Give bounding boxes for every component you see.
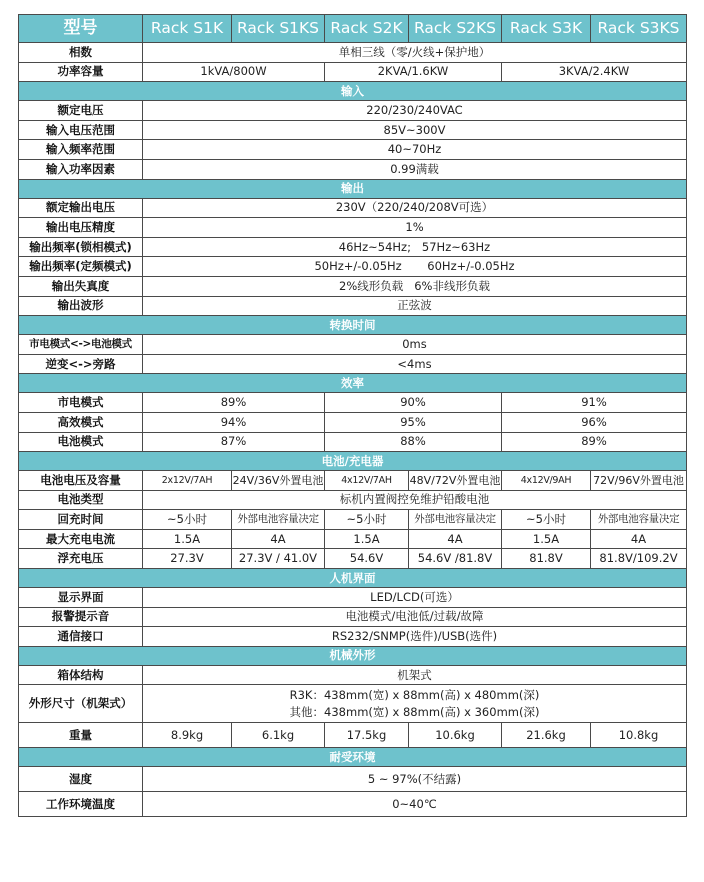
row-value: 3KVA/2.4KW [502, 62, 687, 82]
table-row [19, 767, 687, 792]
row-value: 6.1kg [232, 723, 325, 748]
row-value: RS232/SNMP(选件)/USB(选件) [143, 627, 687, 647]
row-value: 2%线形负载 6%非线形负载 [143, 276, 687, 296]
row-value: 96% [502, 412, 687, 432]
row-value: 单相三线（零/火线+保护地） [143, 43, 687, 63]
row-value: 46Hz~54Hz; 57Hz~63Hz [143, 237, 687, 257]
table-row [19, 276, 687, 296]
row-value: 85V~300V [143, 120, 687, 140]
row-value: 50Hz+/-0.05Hz 60Hz+/-0.05Hz [143, 257, 687, 277]
row-label: 湿度 [19, 767, 143, 792]
row-label: 功率容量 [19, 62, 143, 82]
row-value: 4x12V/7AH [325, 471, 409, 491]
section-title: 人机界面 [19, 569, 687, 588]
row-label: 重量 [19, 723, 143, 748]
row-value: ~5小时 [325, 510, 409, 530]
table-row [19, 218, 687, 238]
row-label: 输出波形 [19, 296, 143, 316]
row-value: 10.8kg [591, 723, 687, 748]
row-value: 4A [591, 529, 687, 549]
row-label: 逆变<->旁路 [19, 354, 143, 374]
row-label: 最大充电电流 [19, 529, 143, 549]
row-value: 8.9kg [143, 723, 232, 748]
section-header-environment [19, 748, 687, 767]
section-header-output [19, 179, 687, 198]
row-label: 工作环境温度 [19, 792, 143, 817]
recharge-row [19, 510, 687, 530]
row-value: 48V/72V外置电池 [409, 471, 502, 491]
row-value: 40~70Hz [143, 140, 687, 160]
row-value: <4ms [143, 354, 687, 374]
dimension-row [19, 685, 687, 723]
table-row [19, 140, 687, 160]
row-value: 2x12V/7AH [143, 471, 232, 491]
row-value: 10.6kg [409, 723, 502, 748]
row-value: 89% [143, 393, 325, 413]
row-value: 0ms [143, 335, 687, 355]
row-label: 输入功率因素 [19, 159, 143, 179]
section-title: 转换时间 [19, 316, 687, 335]
row-value: 1.5A [143, 529, 232, 549]
row-label: 输出电压精度 [19, 218, 143, 238]
row-label: 外形尺寸（机架式） [19, 685, 143, 723]
row-label: 输出频率(定频模式) [19, 257, 143, 277]
row-value: 外部电池容量决定 [591, 510, 687, 530]
section-header-transfer [19, 316, 687, 335]
table-row [19, 627, 687, 647]
row-value: 81.8V/109.2V [591, 549, 687, 569]
spec-table [18, 14, 687, 817]
row-value: 220/230/240VAC [143, 101, 687, 121]
model-name: Rack S2KS [409, 15, 502, 43]
row-value: 87% [143, 432, 325, 452]
dimension-line: R3K：438mm(宽) x 88mm(高) x 480mm(深) [289, 687, 540, 702]
dimension-line: 其他：438mm(宽) x 88mm(高) x 360mm(深) [289, 704, 540, 719]
charge-current-row [19, 529, 687, 549]
section-title: 耐受环境 [19, 748, 687, 767]
row-value: 17.5kg [325, 723, 409, 748]
battery-type-row [19, 490, 687, 510]
row-value: 1.5A [325, 529, 409, 549]
model-header-row [19, 15, 687, 43]
row-label: 输入频率范围 [19, 140, 143, 160]
row-label: 箱体结构 [19, 665, 143, 685]
model-name: Rack S3K [502, 15, 591, 43]
table-row [19, 792, 687, 817]
phase-row [19, 43, 687, 63]
row-value: 54.6V [325, 549, 409, 569]
table-row [19, 120, 687, 140]
row-value: 91% [502, 393, 687, 413]
table-row [19, 198, 687, 218]
section-header-efficiency [19, 374, 687, 393]
row-value: 外部电池容量决定 [409, 510, 502, 530]
row-value: 95% [325, 412, 502, 432]
row-label: 市电模式 [19, 393, 143, 413]
section-title: 机械外形 [19, 646, 687, 665]
section-header-battery [19, 452, 687, 471]
row-value: 0~40℃ [143, 792, 687, 817]
row-label: 回充时间 [19, 510, 143, 530]
table-row [19, 607, 687, 627]
section-title: 电池/充电器 [19, 452, 687, 471]
row-label: 相数 [19, 43, 143, 63]
table-row [19, 588, 687, 608]
row-label: 浮充电压 [19, 549, 143, 569]
row-value: 正弦波 [143, 296, 687, 316]
section-title: 输入 [19, 82, 687, 101]
row-value: 21.6kg [502, 723, 591, 748]
section-header-hmi [19, 569, 687, 588]
row-label: 报警提示音 [19, 607, 143, 627]
row-label: 电池电压及容量 [19, 471, 143, 491]
weight-row [19, 723, 687, 748]
row-value: 90% [325, 393, 502, 413]
row-value: 72V/96V外置电池 [591, 471, 687, 491]
model-name: Rack S2K [325, 15, 409, 43]
row-label: 显示界面 [19, 588, 143, 608]
spec-sheet [18, 14, 686, 817]
row-label: 电池模式 [19, 432, 143, 452]
row-value: 88% [325, 432, 502, 452]
row-value: 0.99满载 [143, 159, 687, 179]
table-row [19, 159, 687, 179]
section-title: 效率 [19, 374, 687, 393]
row-label: 高效模式 [19, 412, 143, 432]
row-value: LED/LCD(可选） [143, 588, 687, 608]
row-value: 81.8V [502, 549, 591, 569]
section-header-mechanical [19, 646, 687, 665]
row-label: 电池类型 [19, 490, 143, 510]
table-row [19, 296, 687, 316]
row-value: 电池模式/电池低/过载/故障 [143, 607, 687, 627]
table-row [19, 432, 687, 452]
float-voltage-row [19, 549, 687, 569]
section-header-input [19, 82, 687, 101]
table-row [19, 354, 687, 374]
section-title: 输出 [19, 179, 687, 198]
table-row [19, 335, 687, 355]
model-name: Rack S3KS [591, 15, 687, 43]
row-value: 24V/36V外置电池 [232, 471, 325, 491]
row-value: 4x12V/9AH [502, 471, 591, 491]
row-label: 输出失真度 [19, 276, 143, 296]
table-row [19, 237, 687, 257]
row-label: 额定输出电压 [19, 198, 143, 218]
row-label: 通信接口 [19, 627, 143, 647]
row-value: ~5小时 [502, 510, 591, 530]
row-value: 94% [143, 412, 325, 432]
row-value: 89% [502, 432, 687, 452]
model-name: Rack S1K [143, 15, 232, 43]
row-value: 机架式 [143, 665, 687, 685]
dimension-values [143, 685, 687, 723]
table-row [19, 412, 687, 432]
capacity-row [19, 62, 687, 82]
row-value: 230V（220/240/208V可选） [143, 198, 687, 218]
row-value: 1kVA/800W [143, 62, 325, 82]
structure-row [19, 665, 687, 685]
battery-voltage-row [19, 471, 687, 491]
row-value: 4A [409, 529, 502, 549]
row-label: 额定电压 [19, 101, 143, 121]
row-label: 输出频率(锁相模式) [19, 237, 143, 257]
row-label: 输入电压范围 [19, 120, 143, 140]
row-value: 1% [143, 218, 687, 238]
model-name: Rack S1KS [232, 15, 325, 43]
model-label: 型号 [19, 15, 143, 43]
table-row [19, 393, 687, 413]
row-value: 2KVA/1.6KW [325, 62, 502, 82]
row-value: 54.6V /81.8V [409, 549, 502, 569]
table-row [19, 101, 687, 121]
row-value: 4A [232, 529, 325, 549]
row-label: 市电模式<->电池模式 [19, 335, 143, 355]
row-value: 标机内置阀控免维护铅酸电池 [143, 490, 687, 510]
row-value: 27.3V / 41.0V [232, 549, 325, 569]
row-value: 5 ~ 97%(不结露) [143, 767, 687, 792]
table-row [19, 257, 687, 277]
row-value: 27.3V [143, 549, 232, 569]
row-value: 外部电池容量决定 [232, 510, 325, 530]
row-value: ~5小时 [143, 510, 232, 530]
row-value: 1.5A [502, 529, 591, 549]
